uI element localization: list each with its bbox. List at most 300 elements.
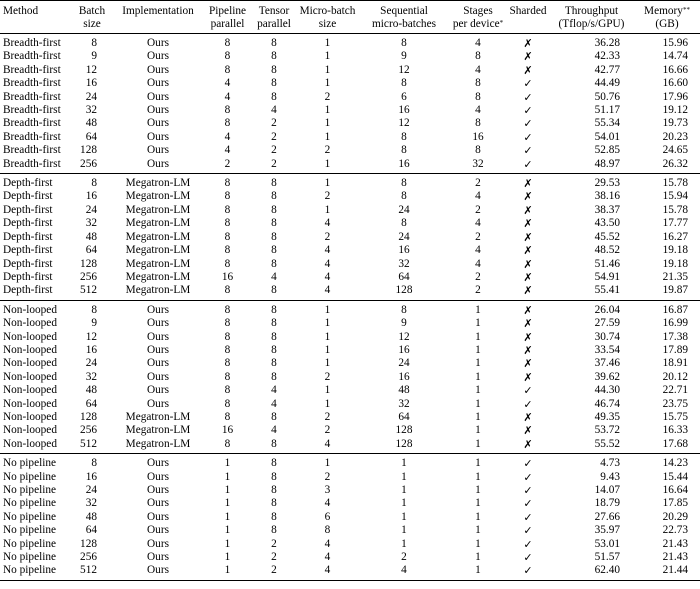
cell-method: Non-looped <box>3 303 57 316</box>
cell-micro-batch-size: 2 <box>324 424 331 437</box>
cell-pipeline-parallel: 8 <box>224 63 231 76</box>
cell-tensor-parallel: 8 <box>271 357 277 370</box>
cell-stages-per-device: 1 <box>475 564 481 577</box>
cell-method: Depth-first <box>3 284 53 297</box>
cell-stages-per-device: 4 <box>475 37 481 49</box>
cell-sharded: ✗ <box>523 330 533 344</box>
cell-implementation: Megatron-LM <box>125 190 191 203</box>
cell-micro-batch-size: 2 <box>324 90 331 103</box>
table-row <box>0 117 700 130</box>
cell-pipeline-parallel: 1 <box>224 497 231 510</box>
cell-throughput: 48.52 <box>594 244 620 257</box>
cell-implementation: Megatron-LM <box>125 284 191 297</box>
cell-implementation: Ours <box>147 357 169 370</box>
cell-pipeline-parallel: 1 <box>224 484 231 496</box>
cell-sharded: ✗ <box>523 190 533 204</box>
cell-throughput: 51.57 <box>594 551 620 564</box>
cell-micro-batch-size: 1 <box>324 50 331 63</box>
table-row <box>0 158 700 174</box>
cell-sequential-micro-batches: 24 <box>398 357 410 370</box>
cell-micro-batch-size: 2 <box>324 230 331 243</box>
cell-batch-size: 24 <box>85 357 97 370</box>
cell-memory: 15.96 <box>662 37 688 49</box>
cell-memory: 20.12 <box>662 370 688 383</box>
cell-stages-per-device: 4 <box>475 217 481 230</box>
cell-pipeline-parallel: 1 <box>224 470 231 483</box>
cell-micro-batch-size: 4 <box>324 217 331 230</box>
cell-tensor-parallel: 8 <box>271 190 277 203</box>
cell-batch-size: 256 <box>80 551 97 564</box>
cell-tensor-parallel: 8 <box>271 230 277 243</box>
cell-sequential-micro-batches: 1 <box>401 510 407 523</box>
cell-memory: 26.32 <box>662 157 688 170</box>
cell-pipeline-parallel: 1 <box>224 510 231 523</box>
cell-micro-batch-size: 1 <box>324 357 331 370</box>
cell-throughput: 51.17 <box>594 104 620 117</box>
cell-method: Breadth-first <box>3 50 61 63</box>
cell-stages-per-device: 1 <box>475 397 481 410</box>
cell-method: Non-looped <box>3 370 57 383</box>
table-section <box>0 454 700 581</box>
cell-method: Depth-first <box>3 244 53 257</box>
table-section <box>0 34 700 174</box>
cell-stages-per-device: 1 <box>475 510 481 523</box>
table-row <box>0 497 700 510</box>
cell-pipeline-parallel: 8 <box>224 303 231 316</box>
cell-sequential-micro-batches: 32 <box>398 257 410 270</box>
table-row <box>0 190 700 203</box>
cell-implementation: Megatron-LM <box>125 244 191 257</box>
cell-pipeline-parallel: 8 <box>224 177 231 190</box>
cell-tensor-parallel: 8 <box>271 77 277 90</box>
table-row <box>0 384 700 397</box>
cell-memory: 21.43 <box>662 537 688 550</box>
cell-stages-per-device: 1 <box>475 537 481 550</box>
cell-sequential-micro-batches: 1 <box>401 484 407 496</box>
cell-pipeline-parallel: 8 <box>224 244 231 257</box>
cell-throughput: 53.01 <box>594 537 620 550</box>
cell-throughput: 9.43 <box>600 470 620 483</box>
header-sharded: Sharded <box>509 5 547 17</box>
cell-micro-batch-size: 2 <box>324 370 331 383</box>
cell-stages-per-device: 1 <box>475 484 481 496</box>
cell-sharded: ✗ <box>523 230 533 244</box>
cell-method: Breadth-first <box>3 77 61 90</box>
cell-implementation: Ours <box>147 104 169 117</box>
cell-batch-size: 256 <box>80 424 97 437</box>
cell-throughput: 44.30 <box>594 384 620 397</box>
cell-sharded: ✗ <box>523 203 533 217</box>
cell-memory: 19.18 <box>662 244 688 257</box>
table-row <box>0 317 700 330</box>
cell-memory: 15.78 <box>662 177 688 190</box>
cell-pipeline-parallel: 8 <box>224 37 231 49</box>
cell-memory: 15.44 <box>662 470 688 483</box>
cell-pipeline-parallel: 8 <box>224 257 231 270</box>
table-row <box>0 258 700 271</box>
cell-throughput: 38.37 <box>594 203 620 216</box>
cell-throughput: 36.28 <box>594 37 620 49</box>
cell-batch-size: 16 <box>85 190 97 203</box>
cell-tensor-parallel: 2 <box>271 564 277 577</box>
cell-sequential-micro-batches: 16 <box>398 370 410 383</box>
cell-throughput: 55.52 <box>594 437 620 450</box>
cell-sequential-micro-batches: 32 <box>398 397 410 410</box>
cell-sharded: ✓ <box>523 457 533 471</box>
cell-tensor-parallel: 8 <box>271 177 277 190</box>
cell-sequential-micro-batches: 9 <box>401 50 407 63</box>
header-pipeline-parallel: Pipeline parallel <box>208 5 247 31</box>
cell-memory: 16.33 <box>662 424 688 437</box>
cell-pipeline-parallel: 8 <box>224 384 231 397</box>
cell-sharded: ✓ <box>523 384 533 398</box>
cell-memory: 20.23 <box>662 130 688 143</box>
cell-batch-size: 16 <box>85 470 97 483</box>
cell-stages-per-device: 1 <box>475 370 481 383</box>
cell-throughput: 18.79 <box>594 497 620 510</box>
cell-micro-batch-size: 6 <box>324 510 331 523</box>
cell-sharded: ✗ <box>523 217 533 231</box>
cell-pipeline-parallel: 8 <box>224 104 231 117</box>
cell-sequential-micro-batches: 8 <box>401 190 407 203</box>
table-row <box>0 538 700 551</box>
table-row <box>0 438 700 454</box>
header-method: Method <box>3 5 39 17</box>
cell-method: Breadth-first <box>3 104 61 117</box>
cell-memory: 16.87 <box>662 303 688 316</box>
cell-memory: 20.29 <box>662 510 688 523</box>
cell-batch-size: 8 <box>91 37 97 49</box>
cell-stages-per-device: 1 <box>475 303 481 316</box>
cell-implementation: Ours <box>147 330 169 343</box>
cell-stages-per-device: 1 <box>475 437 481 450</box>
cell-memory: 16.66 <box>662 63 688 76</box>
cell-throughput: 62.40 <box>594 564 620 577</box>
cell-implementation: Megatron-LM <box>125 257 191 270</box>
cell-implementation: Ours <box>147 551 169 564</box>
cell-method: Depth-first <box>3 217 53 230</box>
cell-stages-per-device: 4 <box>475 244 481 257</box>
cell-method: Non-looped <box>3 343 57 356</box>
cell-sharded: ✓ <box>523 510 533 524</box>
cell-micro-batch-size: 1 <box>324 203 331 216</box>
table-row <box>0 357 700 370</box>
table-header <box>0 1 700 34</box>
cell-pipeline-parallel: 1 <box>224 537 231 550</box>
header-throughput: Throughput (Tflop/s/GPU) <box>558 5 625 31</box>
cell-throughput: 38.16 <box>594 190 620 203</box>
cell-pipeline-parallel: 8 <box>224 317 231 330</box>
cell-memory: 16.99 <box>662 317 688 330</box>
cell-memory: 15.75 <box>662 410 688 423</box>
cell-micro-batch-size: 4 <box>324 551 331 564</box>
cell-stages-per-device: 4 <box>475 63 481 76</box>
cell-tensor-parallel: 4 <box>271 384 277 397</box>
cell-sharded: ✗ <box>523 317 533 331</box>
cell-implementation: Megatron-LM <box>125 424 191 437</box>
cell-sharded: ✓ <box>523 90 533 104</box>
cell-micro-batch-size: 4 <box>324 244 331 257</box>
cell-sequential-micro-batches: 1 <box>401 497 407 510</box>
cell-sequential-micro-batches: 1 <box>401 457 407 470</box>
cell-implementation: Ours <box>147 63 169 76</box>
cell-implementation: Ours <box>147 157 169 170</box>
cell-sequential-micro-batches: 16 <box>398 104 410 117</box>
cell-batch-size: 8 <box>91 457 97 470</box>
cell-sharded: ✗ <box>523 357 533 371</box>
cell-sequential-micro-batches: 8 <box>401 37 407 49</box>
cell-sequential-micro-batches: 24 <box>398 203 410 216</box>
cell-stages-per-device: 1 <box>475 357 481 370</box>
cell-pipeline-parallel: 1 <box>224 564 231 577</box>
cell-tensor-parallel: 8 <box>271 244 277 257</box>
cell-micro-batch-size: 1 <box>324 63 331 76</box>
header-implementation: Implementation <box>122 5 194 17</box>
cell-tensor-parallel: 2 <box>271 157 277 170</box>
cell-memory: 17.96 <box>662 90 688 103</box>
cell-memory: 14.23 <box>662 457 688 470</box>
cell-stages-per-device: 1 <box>475 330 481 343</box>
cell-pipeline-parallel: 8 <box>224 203 231 216</box>
cell-stages-per-device: 4 <box>475 257 481 270</box>
cell-batch-size: 256 <box>80 270 97 283</box>
table-row <box>0 144 700 157</box>
cell-method: No pipeline <box>3 497 57 510</box>
cell-tensor-parallel: 2 <box>271 551 277 564</box>
cell-stages-per-device: 16 <box>472 130 484 143</box>
cell-tensor-parallel: 8 <box>271 284 277 297</box>
cell-tensor-parallel: 2 <box>271 144 277 157</box>
cell-tensor-parallel: 2 <box>271 130 277 143</box>
cell-sharded: ✓ <box>523 397 533 411</box>
cell-batch-size: 128 <box>80 144 97 157</box>
cell-method: No pipeline <box>3 484 57 496</box>
cell-sharded: ✗ <box>523 370 533 384</box>
cell-micro-batch-size: 4 <box>324 284 331 297</box>
cell-micro-batch-size: 2 <box>324 470 331 483</box>
cell-memory: 17.77 <box>662 217 688 230</box>
cell-sharded: ✓ <box>523 130 533 144</box>
cell-implementation: Ours <box>147 457 169 470</box>
table-row <box>0 344 700 357</box>
cell-batch-size: 512 <box>80 564 97 577</box>
cell-stages-per-device: 1 <box>475 470 481 483</box>
cell-stages-per-device: 2 <box>475 270 481 283</box>
cell-micro-batch-size: 1 <box>324 397 331 410</box>
cell-memory: 19.73 <box>662 117 688 130</box>
cell-stages-per-device: 8 <box>475 117 481 130</box>
cell-micro-batch-size: 4 <box>324 257 331 270</box>
cell-tensor-parallel: 8 <box>271 470 277 483</box>
table-row <box>0 300 700 317</box>
cell-memory: 16.64 <box>662 484 688 496</box>
cell-memory: 23.75 <box>662 397 688 410</box>
cell-micro-batch-size: 1 <box>324 117 331 130</box>
table-row <box>0 371 700 384</box>
cell-throughput: 53.72 <box>594 424 620 437</box>
cell-implementation: Ours <box>147 484 169 496</box>
cell-implementation: Ours <box>147 50 169 63</box>
cell-pipeline-parallel: 8 <box>224 410 231 423</box>
table-row <box>0 424 700 437</box>
cell-sequential-micro-batches: 8 <box>401 303 407 316</box>
cell-micro-batch-size: 4 <box>324 437 331 450</box>
cell-tensor-parallel: 4 <box>271 397 277 410</box>
cell-tensor-parallel: 8 <box>271 437 277 450</box>
table-row <box>0 484 700 497</box>
cell-micro-batch-size: 1 <box>324 130 331 143</box>
cell-implementation: Megatron-LM <box>125 230 191 243</box>
cell-throughput: 52.85 <box>594 144 620 157</box>
cell-method: Breadth-first <box>3 37 61 49</box>
cell-method: No pipeline <box>3 537 57 550</box>
cell-pipeline-parallel: 8 <box>224 50 231 63</box>
cell-memory: 17.68 <box>662 437 688 450</box>
cell-sequential-micro-batches: 8 <box>401 177 407 190</box>
cell-batch-size: 64 <box>85 524 97 537</box>
cell-pipeline-parallel: 8 <box>224 230 231 243</box>
cell-memory: 21.43 <box>662 551 688 564</box>
cell-batch-size: 12 <box>85 63 97 76</box>
cell-sequential-micro-batches: 2 <box>401 551 407 564</box>
cell-sequential-micro-batches: 8 <box>401 77 407 90</box>
cell-stages-per-device: 8 <box>475 90 481 103</box>
cell-micro-batch-size: 2 <box>324 410 331 423</box>
cell-implementation: Megatron-LM <box>125 177 191 190</box>
cell-throughput: 44.49 <box>594 77 620 90</box>
cell-memory: 18.91 <box>662 357 688 370</box>
cell-stages-per-device: 1 <box>475 410 481 423</box>
table-row <box>0 524 700 537</box>
cell-sequential-micro-batches: 128 <box>395 437 413 450</box>
cell-pipeline-parallel: 4 <box>224 77 231 90</box>
cell-implementation: Ours <box>147 303 169 316</box>
cell-implementation: Megatron-LM <box>125 270 191 283</box>
cell-batch-size: 32 <box>85 497 97 510</box>
header-micro-batch-size: Micro-batch size <box>299 5 356 31</box>
cell-pipeline-parallel: 8 <box>224 397 231 410</box>
cell-throughput: 30.74 <box>594 330 620 343</box>
cell-sharded: ✗ <box>523 303 533 317</box>
cell-method: Non-looped <box>3 317 57 330</box>
cell-memory: 19.87 <box>662 284 688 297</box>
cell-sequential-micro-batches: 64 <box>398 410 410 423</box>
cell-method: No pipeline <box>3 457 57 470</box>
cell-memory: 16.60 <box>662 77 688 90</box>
cell-throughput: 50.76 <box>594 90 620 103</box>
cell-memory: 17.89 <box>662 343 688 356</box>
table-row <box>0 564 700 580</box>
cell-pipeline-parallel: 4 <box>224 144 231 157</box>
cell-memory: 17.85 <box>662 497 688 510</box>
cell-throughput: 27.66 <box>594 510 620 523</box>
cell-implementation: Ours <box>147 37 169 49</box>
cell-method: No pipeline <box>3 551 57 564</box>
cell-pipeline-parallel: 2 <box>224 157 231 170</box>
cell-method: Non-looped <box>3 410 57 423</box>
cell-pipeline-parallel: 8 <box>224 437 231 450</box>
cell-implementation: Ours <box>147 317 169 330</box>
cell-micro-batch-size: 4 <box>324 564 331 577</box>
cell-micro-batch-size: 3 <box>324 484 331 496</box>
cell-stages-per-device: 1 <box>475 497 481 510</box>
table-row <box>0 454 700 471</box>
cell-sequential-micro-batches: 1 <box>401 524 407 537</box>
cell-implementation: Ours <box>147 117 169 130</box>
cell-sequential-micro-batches: 48 <box>398 384 410 397</box>
cell-micro-batch-size: 1 <box>324 384 331 397</box>
cell-tensor-parallel: 4 <box>271 104 277 117</box>
footnote-mark: ** <box>682 6 690 14</box>
footnote-mark: * <box>499 19 504 28</box>
cell-pipeline-parallel: 16 <box>221 270 234 283</box>
cell-method: Depth-first <box>3 190 53 203</box>
cell-implementation: Ours <box>147 144 169 157</box>
cell-micro-batch-size: 1 <box>324 104 331 117</box>
cell-pipeline-parallel: 16 <box>221 424 234 437</box>
cell-pipeline-parallel: 8 <box>224 217 231 230</box>
cell-micro-batch-size: 1 <box>324 177 331 190</box>
cell-implementation: Ours <box>147 397 169 410</box>
cell-sharded: ✗ <box>523 343 533 357</box>
cell-memory: 15.78 <box>662 203 688 216</box>
cell-tensor-parallel: 8 <box>271 317 277 330</box>
table-row <box>0 104 700 117</box>
cell-tensor-parallel: 4 <box>271 424 277 437</box>
cell-batch-size: 8 <box>91 303 97 316</box>
cell-throughput: 54.01 <box>594 130 620 143</box>
cell-throughput: 54.91 <box>594 270 620 283</box>
cell-batch-size: 24 <box>85 90 97 103</box>
cell-micro-batch-size: 1 <box>324 317 331 330</box>
cell-micro-batch-size: 4 <box>324 270 331 283</box>
table-row <box>0 244 700 257</box>
cell-sequential-micro-batches: 9 <box>401 317 407 330</box>
cell-micro-batch-size: 1 <box>324 157 331 170</box>
cell-sequential-micro-batches: 8 <box>401 217 407 230</box>
cell-memory: 22.71 <box>662 384 688 397</box>
cell-throughput: 37.46 <box>594 357 620 370</box>
cell-micro-batch-size: 2 <box>324 190 331 203</box>
cell-sharded: ✗ <box>523 50 533 64</box>
cell-throughput: 26.04 <box>594 303 620 316</box>
cell-throughput: 42.77 <box>594 63 620 76</box>
cell-stages-per-device: 1 <box>475 384 481 397</box>
cell-implementation: Megatron-LM <box>125 410 191 423</box>
cell-batch-size: 48 <box>85 384 97 397</box>
cell-tensor-parallel: 8 <box>271 203 277 216</box>
cell-pipeline-parallel: 8 <box>224 284 231 297</box>
cell-stages-per-device: 1 <box>475 343 481 356</box>
cell-stages-per-device: 1 <box>475 457 481 470</box>
cell-pipeline-parallel: 1 <box>224 524 231 537</box>
cell-batch-size: 32 <box>85 217 97 230</box>
cell-throughput: 46.74 <box>594 397 620 410</box>
cell-stages-per-device: 1 <box>475 424 481 437</box>
cell-sharded: ✓ <box>523 144 533 158</box>
cell-memory: 14.74 <box>662 50 688 63</box>
cell-stages-per-device: 4 <box>475 104 481 117</box>
cell-method: Breadth-first <box>3 157 61 170</box>
cell-throughput: 55.34 <box>594 117 620 130</box>
cell-memory: 21.44 <box>662 564 688 577</box>
cell-memory: 21.35 <box>662 270 688 283</box>
cell-micro-batch-size: 4 <box>324 537 331 550</box>
cell-implementation: Megatron-LM <box>125 203 191 216</box>
cell-batch-size: 512 <box>80 437 97 450</box>
table-row <box>0 217 700 230</box>
cell-method: Non-looped <box>3 357 57 370</box>
